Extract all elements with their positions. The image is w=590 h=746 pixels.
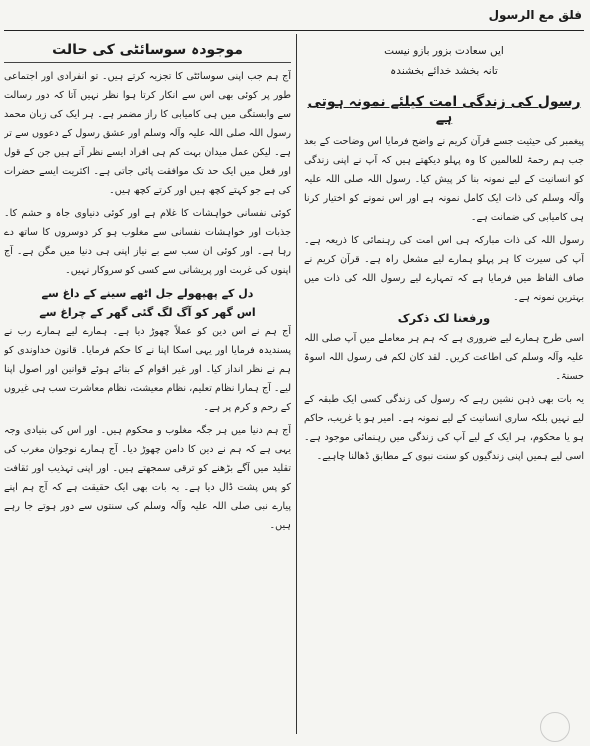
- durood-line: ورفعنا لک ذکرک: [397, 311, 491, 325]
- running-head: فلق مع الرسول: [488, 8, 582, 22]
- right-paragraph-3: اسی طرح ہمارے لیے ضروری ہے کہ ہم ہر معاملے میں آپ صلی اللہ علیہ وآلہ وسلم کی اطاعت کریں۔ لقد کان لکم فی رسول اللہ اسوۃ حسنۃ۔: [304, 333, 584, 382]
- left-paragraph-2: کوئی نفسانی خواہشات کا غلام ہے اور کوئی دنیاوی جاہ و حشم کا۔ جذبات اور خواہشات نفسانی سے مغلوب ہو کر دوسروں کا ساتھ دے رہا ہے۔ اور کوئی ان سب سے بے نیاز اپنی ہی دنیا میں مگن ہے۔ آج اپنوں کی غربت اور پریشانی سے کسی کو سروکار نہیں۔: [4, 208, 291, 276]
- right-paragraph-1: پیغمبر کی حیثیت جسے قرآن کریم نے واضح فرمایا اس وضاحت کے بعد جب ہم رحمۃ للعالمین کا وہ پہلو دیکھتے ہیں کہ آپ نے اپنی زندگی کو انسانیت کے لیے نمونہ بنا کر پیش کیا۔ رسول اللہ صلی اللہ علیہ وآلہ وسلم کی ذات ایک کامل نمونہ ہے اور اس نمونے کو اختیار کرنا ہی کامیابی کی ضمانت ہے۔: [304, 136, 584, 223]
- right-column: [304, 34, 584, 736]
- left-paragraph-4: آج ہم دنیا میں ہر جگہ مغلوب و محکوم ہیں۔ اور اس کی بنیادی وجہ یہی ہے کہ ہم نے دین کا دامن چھوڑ دیا۔ آج ہمارے نوجوان مغرب کی تقلید میں آگے بڑھنے کو ترقی سمجھتے ہیں۔ اور اپنی تہذیب اور ثقافت کو پس پشت ڈال دیا ہے۔ یہ بات بھی ایک حقیقت ہے کہ آج ہم اپنے پیارے نبی صلی اللہ علیہ وآلہ وسلم کی سنتوں سے دور ہوتے جا رہے ہیں۔: [4, 425, 291, 531]
- left-paragraph-1: آج ہم جب اپنی سوسائٹی کا تجزیہ کرتے ہیں۔ تو انفرادی اور اجتماعی طور پر کوئی بھی اس سے انکار کرتا ہوا نظر نہیں آتا کہ دور رسالت سے وابستگی میں ہی کامیابی کا راز مضمر ہے۔ ہر ایک کی زبان محمد رسول اللہ صلی اللہ علیہ وآلہ وسلم اور عشق رسول کے دعووں سے تر ہے۔ لیکن عمل میدان بہت کم ہی افراد ایسے نظر آتے ہیں جن کے قول اور فعل میں ایک حد تک موافقت پائی جاتی ہے۔ اکثریت ایسے حضرات کی ہے جو کہتے کچھ ہیں اور کرتے کچھ ہیں۔: [4, 71, 291, 196]
- verse-line-2: اس گھر کو آگ لگ گئی گھر کے چراغ سے: [39, 306, 256, 319]
- corner-stamp: [540, 712, 570, 742]
- header-rule: [4, 30, 584, 31]
- left-paragraph-3: آج ہم نے اس دین کو عملاً چھوڑ دیا ہے۔ ہمارے لیے ہمارے رب نے پسندیدہ فرمایا اور یہی اسکا اپنا نے کا حکم فرمایا۔ قانون خداوندی کو ہم نے نظر انداز کیا۔ اور غیر اقوام کے بنائے ہوئے قوانین اور اصول اپنا لیے۔ آج ہمارا نظام تعلیم، نظام معیشت، نظام معاشرت سب ہی غیروں کے رحم و کرم پر ہے۔: [4, 326, 291, 413]
- verse-line-1: دل کے پھپھولے جل اٹھے سینے کے داغ سے: [41, 287, 254, 300]
- right-paragraph-2: رسول اللہ کی ذات مبارکہ ہی اس امت کی رہنمائی کا ذریعہ ہے۔ آپ کی سیرت کا ہر پہلو ہمارے لیے مشعل راہ ہے۔ قرآن کریم نے صاف الفاظ میں فرمایا ہے کہ تمہارے لیے رسول اللہ کی ذات میں بہترین نمونہ ہے۔: [304, 235, 584, 303]
- left-column-title: موجودہ سوسائٹی کی حالت: [4, 42, 291, 63]
- intro-verse-2: تانہ بخشد خدائے بخشندہ: [390, 65, 498, 77]
- left-column: [4, 34, 291, 736]
- column-divider: [296, 34, 297, 734]
- right-paragraph-4: یہ بات بھی ذہن نشین رہے کہ رسول کی زندگی کسی ایک طبقہ کے لیے نہیں بلکہ ساری انسانیت کے لیے نمونہ ہے۔ امیر ہو یا غریب، حاکم ہو یا محکوم، ہر ایک کے لیے آپ کی زندگی میں رہنمائی موجود ہے۔ اسی لیے ہمیں اپنی زندگیوں کو سنت نبوی کے مطابق ڈھالنا چاہیے۔: [304, 394, 584, 462]
- right-column-banner: رسول کی زندگی امت کیلئے نمونہ ہوتی ہے: [307, 94, 581, 126]
- intro-verse-1: ایں سعادت بزور بازو نیست: [384, 45, 504, 57]
